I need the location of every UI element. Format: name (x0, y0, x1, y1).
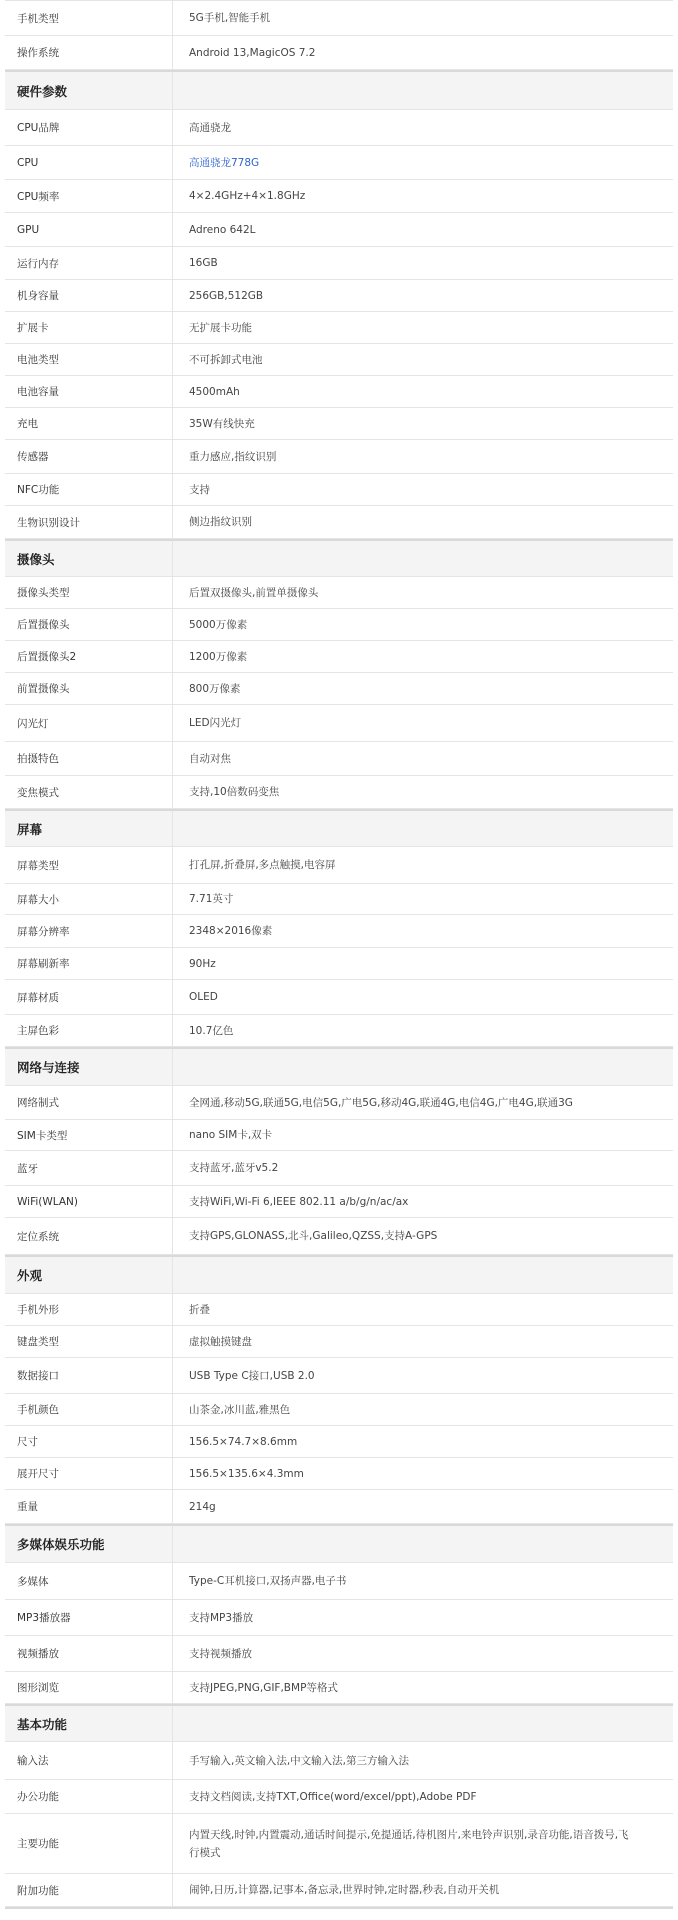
spec-label: 运行内存 (5, 247, 173, 279)
section-header (5, 809, 673, 847)
table-bottom-border (5, 1907, 673, 1909)
spec-value: 支持GPS,GLONASS,北斗,Galileo,QZSS,支持A-GPS (189, 1230, 438, 1242)
spec-value-cell (173, 915, 673, 947)
spec-label: 展开尺寸 (5, 1458, 173, 1489)
section-title: 屏幕 (5, 811, 173, 846)
section-header-blank (173, 1706, 673, 1741)
spec-row (5, 980, 673, 1015)
spec-row (5, 915, 673, 948)
spec-value: 支持文档阅读,支持TXT,Office(word/excel/ppt),Adobe PDF (189, 1790, 477, 1803)
spec-label: NFC功能 (5, 474, 173, 505)
spec-row (5, 884, 673, 915)
spec-row (5, 1218, 673, 1255)
spec-label: 摄像头类型 (5, 577, 173, 608)
section-title: 外观 (5, 1257, 173, 1293)
spec-value-cell (173, 742, 673, 775)
spec-row (5, 0, 673, 36)
spec-value: 折叠 (189, 1303, 210, 1316)
spec-label: 数据接口 (5, 1358, 173, 1393)
section-title: 硬件参数 (5, 72, 173, 109)
spec-value: 高通骁龙 (189, 121, 231, 134)
spec-value: 自动对焦 (189, 752, 231, 765)
spec-value-cell (173, 312, 673, 343)
section-header (5, 1524, 673, 1563)
spec-label: SIM卡类型 (5, 1120, 173, 1150)
spec-value: 山茶金,冰川蓝,雅黑色 (189, 1403, 291, 1416)
spec-value-cell (173, 110, 673, 145)
spec-label: 主要功能 (5, 1814, 173, 1873)
spec-value-cell (173, 1814, 673, 1873)
spec-row (5, 312, 673, 344)
spec-value: 16GB (189, 257, 218, 269)
spec-row (5, 673, 673, 705)
spec-value-cell (173, 1672, 673, 1703)
spec-row (5, 948, 673, 980)
spec-value-cell (173, 1086, 673, 1119)
section-title: 多媒体娱乐功能 (5, 1526, 173, 1562)
spec-row (5, 1814, 673, 1874)
spec-label: 传感器 (5, 440, 173, 473)
spec-row (5, 641, 673, 673)
spec-value-cell (173, 1218, 673, 1254)
spec-value-cell (173, 1874, 673, 1906)
spec-value: 支持视频播放 (189, 1647, 252, 1660)
section-title: 摄像头 (5, 541, 173, 576)
spec-value: OLED (189, 991, 218, 1003)
spec-value: 虚拟触摸键盘 (189, 1335, 252, 1348)
spec-label: 扩展卡 (5, 312, 173, 343)
spec-value-cell (173, 1490, 673, 1523)
spec-value-cell (173, 673, 673, 704)
spec-value: 1200万像素 (189, 650, 248, 663)
spec-value: Android 13,MagicOS 7.2 (189, 46, 316, 59)
spec-row (5, 280, 673, 312)
spec-row (5, 1490, 673, 1524)
spec-value: 800万像素 (189, 682, 241, 695)
spec-label: 电池类型 (5, 344, 173, 375)
spec-value-cell (173, 506, 673, 538)
section-header-blank (173, 541, 673, 576)
spec-row (5, 1086, 673, 1120)
spec-row (5, 344, 673, 376)
spec-label: MP3播放器 (5, 1600, 173, 1635)
spec-value: 打孔屏,折叠屏,多点触摸,电容屏 (189, 859, 336, 871)
spec-label: 生物识别设计 (5, 506, 173, 538)
spec-value-cell (173, 1294, 673, 1325)
spec-value: LED闪光灯 (189, 717, 242, 729)
spec-value-cell (173, 1636, 673, 1671)
spec-value-cell (173, 1742, 673, 1779)
spec-value-cell (173, 1186, 673, 1217)
spec-value-cell (173, 376, 673, 407)
spec-label: CPU品牌 (5, 110, 173, 145)
spec-value: 35W有线快充 (189, 417, 255, 430)
spec-label: 屏幕材质 (5, 980, 173, 1014)
spec-row (5, 36, 673, 70)
spec-value: 156.5×74.7×8.6mm (189, 1435, 298, 1448)
spec-value: 2348×2016像素 (189, 925, 273, 937)
spec-row (5, 1458, 673, 1490)
spec-value-cell (173, 1563, 673, 1599)
spec-label: 变焦模式 (5, 776, 173, 808)
spec-row (5, 577, 673, 609)
section-title: 网络与连接 (5, 1049, 173, 1085)
spec-value-cell (173, 1780, 673, 1813)
spec-label: 键盘类型 (5, 1326, 173, 1357)
spec-label: 重量 (5, 1490, 173, 1523)
spec-row (5, 247, 673, 280)
spec-label: CPU (5, 146, 173, 179)
spec-row (5, 1394, 673, 1426)
spec-value: 支持JPEG,PNG,GIF,BMP等格式 (189, 1681, 338, 1694)
spec-value: 4500mAh (189, 385, 240, 398)
spec-value-link[interactable]: 高通骁龙778G (189, 156, 260, 169)
spec-label: 图形浏览 (5, 1672, 173, 1703)
spec-label: 手机颜色 (5, 1394, 173, 1425)
spec-value: Type-C耳机接口,双扬声器,电子书 (189, 1575, 347, 1587)
spec-value-cell (173, 1358, 673, 1393)
spec-value-cell (173, 180, 673, 212)
spec-label: WiFi(WLAN) (5, 1186, 173, 1217)
spec-row (5, 1186, 673, 1218)
spec-label: 电池容量 (5, 376, 173, 407)
spec-label: 机身容量 (5, 280, 173, 311)
spec-label: 主屏色彩 (5, 1015, 173, 1046)
spec-value-cell (173, 609, 673, 640)
spec-row (5, 376, 673, 408)
section-title: 基本功能 (5, 1706, 173, 1741)
spec-row (5, 847, 673, 884)
spec-row (5, 110, 673, 146)
section-header (5, 70, 673, 110)
section-header-blank (173, 1049, 673, 1085)
section-header-blank (173, 1257, 673, 1293)
spec-label: 充电 (5, 408, 173, 439)
spec-value-cell (173, 980, 673, 1014)
spec-row (5, 146, 673, 180)
spec-row (5, 1563, 673, 1600)
spec-value: 支持WiFi,Wi-Fi 6,IEEE 802.11 a/b/g/n/ac/ax (189, 1195, 409, 1208)
spec-value-cell (173, 247, 673, 279)
spec-value: 5000万像素 (189, 618, 248, 631)
spec-value-cell (173, 776, 673, 808)
spec-label: 屏幕类型 (5, 847, 173, 883)
spec-label: GPU (5, 213, 173, 246)
spec-label: 操作系统 (5, 36, 173, 69)
section-header-blank (173, 811, 673, 846)
spec-row (5, 440, 673, 474)
spec-row (5, 408, 673, 440)
spec-label: 闪光灯 (5, 705, 173, 741)
spec-row (5, 1326, 673, 1358)
spec-value: 不可拆卸式电池 (189, 353, 263, 366)
spec-value-cell (173, 705, 673, 741)
spec-value-cell (173, 1151, 673, 1185)
spec-value-cell (173, 577, 673, 608)
spec-value: 支持 (189, 483, 210, 496)
spec-row (5, 1600, 673, 1636)
spec-row (5, 1874, 673, 1907)
spec-value-cell (173, 641, 673, 672)
spec-row (5, 1742, 673, 1780)
spec-value: 后置双摄像头,前置单摄像头 (189, 586, 319, 599)
spec-value-cell (173, 1458, 673, 1489)
spec-row (5, 180, 673, 213)
spec-row (5, 506, 673, 539)
spec-value-cell (173, 847, 673, 883)
spec-value-cell (173, 948, 673, 979)
spec-label: 拍摄特色 (5, 742, 173, 775)
spec-value: Adreno 642L (189, 223, 256, 236)
spec-value-cell (173, 1015, 673, 1046)
spec-value-cell (173, 1394, 673, 1425)
spec-label: 网络制式 (5, 1086, 173, 1119)
spec-value: 支持,10倍数码变焦 (189, 786, 280, 798)
spec-label: 前置摄像头 (5, 673, 173, 704)
spec-value: 侧边指纹识别 (189, 516, 252, 528)
section-header (5, 1704, 673, 1742)
spec-value: 5G手机,智能手机 (189, 12, 271, 24)
spec-label: CPU频率 (5, 180, 173, 212)
section-header-blank (173, 72, 673, 109)
spec-value: 7.71英寸 (189, 893, 234, 905)
spec-row (5, 1358, 673, 1394)
spec-value-cell (173, 440, 673, 473)
spec-value-cell (173, 884, 673, 914)
section-header (5, 1047, 673, 1086)
spec-row (5, 213, 673, 247)
spec-value: 无扩展卡功能 (189, 321, 252, 334)
spec-value: 闹钟,日历,计算器,记事本,备忘录,世界时钟,定时器,秒表,自动开关机 (189, 1884, 500, 1896)
spec-value: 156.5×135.6×4.3mm (189, 1467, 304, 1480)
spec-value: 214g (189, 1500, 216, 1513)
spec-value: 内置天线,时钟,内置震动,通话时间提示,免提通话,待机图片,来电铃声识别,录音功能,语音拨号,飞行模式 (189, 1828, 629, 1859)
spec-value: 全网通,移动5G,联通5G,电信5G,广电5G,移动4G,联通4G,电信4G,广电4G,联通3G (189, 1096, 573, 1109)
spec-value: 90Hz (189, 957, 216, 970)
spec-value-cell (173, 36, 673, 69)
spec-row (5, 1636, 673, 1672)
spec-row (5, 1151, 673, 1186)
spec-value: 10.7亿色 (189, 1024, 234, 1037)
spec-row (5, 609, 673, 641)
spec-label: 屏幕分辨率 (5, 915, 173, 947)
spec-row (5, 1015, 673, 1047)
spec-label: 手机类型 (5, 1, 173, 35)
spec-value-cell (173, 1426, 673, 1457)
spec-value-cell (173, 408, 673, 439)
spec-row (5, 776, 673, 809)
spec-row (5, 705, 673, 742)
spec-label: 后置摄像头2 (5, 641, 173, 672)
spec-row (5, 474, 673, 506)
spec-label: 手机外形 (5, 1294, 173, 1325)
spec-value: 手写输入,英文输入法,中文输入法,第三方输入法 (189, 1754, 410, 1767)
spec-value-cell (173, 1, 673, 35)
spec-value: 支持MP3播放 (189, 1611, 254, 1624)
spec-value-cell (173, 146, 673, 179)
spec-value: 256GB,512GB (189, 289, 264, 302)
spec-row (5, 1672, 673, 1704)
spec-label: 定位系统 (5, 1218, 173, 1254)
spec-value: 重力感应,指纹识别 (189, 450, 277, 463)
spec-label: 屏幕刷新率 (5, 948, 173, 979)
spec-label: 蓝牙 (5, 1151, 173, 1185)
spec-label: 屏幕大小 (5, 884, 173, 914)
spec-label: 办公功能 (5, 1780, 173, 1813)
spec-label: 附加功能 (5, 1874, 173, 1906)
spec-value: 支持蓝牙,蓝牙v5.2 (189, 1162, 279, 1174)
spec-label: 多媒体 (5, 1563, 173, 1599)
spec-value-cell (173, 280, 673, 311)
spec-label: 尺寸 (5, 1426, 173, 1457)
spec-value: USB Type C接口,USB 2.0 (189, 1369, 315, 1382)
spec-value-cell (173, 1326, 673, 1357)
spec-label: 后置摄像头 (5, 609, 173, 640)
section-header (5, 539, 673, 577)
spec-label: 输入法 (5, 1742, 173, 1779)
section-header (5, 1255, 673, 1294)
spec-value-cell (173, 344, 673, 375)
spec-value: 4×2.4GHz+4×1.8GHz (189, 190, 306, 202)
spec-row (5, 742, 673, 776)
spec-value-cell (173, 1600, 673, 1635)
spec-value: nano SIM卡,双卡 (189, 1129, 273, 1141)
spec-label: 视频播放 (5, 1636, 173, 1671)
spec-row (5, 1780, 673, 1814)
spec-value-cell (173, 213, 673, 246)
spec-row (5, 1120, 673, 1151)
spec-value-cell (173, 474, 673, 505)
section-header-blank (173, 1526, 673, 1562)
spec-table (5, 0, 673, 1909)
spec-row (5, 1294, 673, 1326)
spec-value-cell (173, 1120, 673, 1150)
spec-row (5, 1426, 673, 1458)
